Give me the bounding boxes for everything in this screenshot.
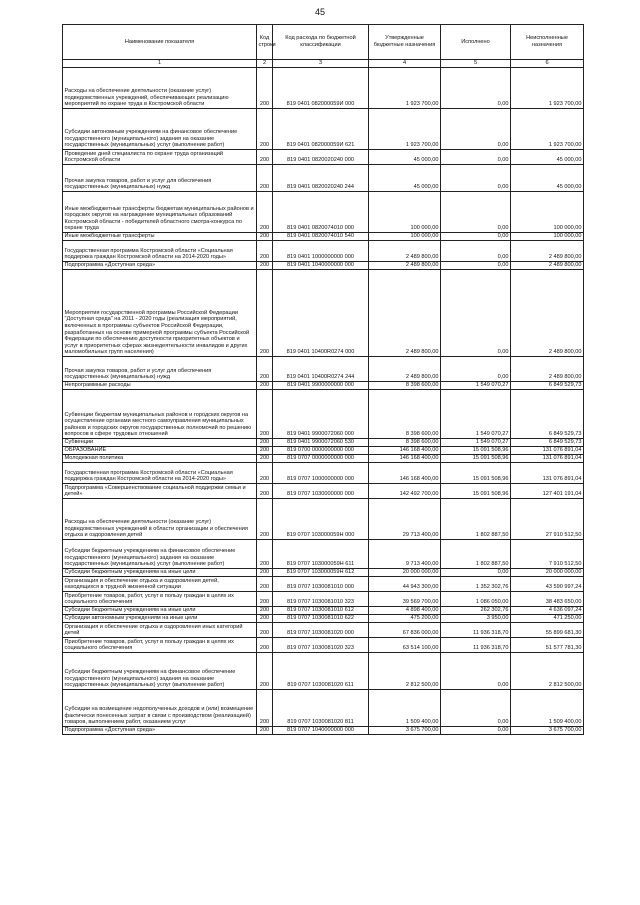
- row-unexecuted: 131 076 891,04: [511, 447, 584, 455]
- header-unexecuted: Неисполненные назначения: [511, 25, 584, 60]
- row-classification: 819 0707 1000000000 000: [273, 463, 369, 484]
- row-name: Приобретение товаров, работ, услуг в пользу граждан в целях их социального обеспечения: [63, 592, 257, 607]
- row-classification: 819 0401 10400R0274 000: [273, 270, 369, 357]
- row-line-code: 200: [257, 463, 273, 484]
- row-approved: 8 398 600,00: [369, 382, 441, 390]
- row-executed: 0,00: [441, 109, 511, 150]
- row-classification: 819 0401 9900072060 000: [273, 390, 369, 439]
- row-unexecuted: 1 923 700,00: [511, 109, 584, 150]
- row-name: Иные межбюджетные трансферты бюджетам муниципальных районов и городских округов на награждение муниципальных образований Костромской области - победителей областного смотра-конкурса по охране труда: [63, 192, 257, 233]
- row-unexecuted: 7 910 512,50: [511, 540, 584, 569]
- row-line-code: 200: [257, 607, 273, 615]
- row-classification: 819 0707 1030081010 612: [273, 607, 369, 615]
- header-classification: Код расхода по бюджетной классификации: [273, 25, 369, 60]
- col-number: 3: [273, 60, 369, 68]
- row-approved: 9 713 400,00: [369, 540, 441, 569]
- table-row: [63, 109, 584, 150]
- row-name: Субвенции: [63, 439, 257, 447]
- row-approved: 2 489 800,00: [369, 241, 441, 262]
- table-row: [63, 727, 584, 735]
- row-classification: 819 0401 0820020240 000: [273, 150, 369, 165]
- row-line-code: 200: [257, 68, 273, 109]
- row-unexecuted: 471 250,00: [511, 615, 584, 623]
- table-row: [63, 165, 584, 192]
- row-approved: 2 489 800,00: [369, 262, 441, 270]
- row-executed: 1 549 070,27: [441, 390, 511, 439]
- row-unexecuted: 27 910 512,50: [511, 499, 584, 540]
- row-executed: 15 091 508,96: [441, 463, 511, 484]
- row-classification: 819 0401 1000000000 000: [273, 241, 369, 262]
- table-row: [63, 653, 584, 690]
- row-line-code: 200: [257, 592, 273, 607]
- row-executed: 1 352 302,76: [441, 577, 511, 592]
- row-executed: 15 091 508,96: [441, 447, 511, 455]
- table-row: [63, 150, 584, 165]
- row-unexecuted: 6 849 529,73: [511, 390, 584, 439]
- table-row: [63, 499, 584, 540]
- row-executed: 11 936 318,70: [441, 638, 511, 653]
- row-unexecuted: 3 675 700,00: [511, 727, 584, 735]
- row-executed: 0,00: [441, 233, 511, 241]
- table-row: [63, 439, 584, 447]
- row-approved: 1 923 700,00: [369, 109, 441, 150]
- row-name: Субсидии автономным учреждениям на иные цели: [63, 615, 257, 623]
- row-executed: 3 950,00: [441, 615, 511, 623]
- table-header-row: [63, 25, 584, 60]
- table-row: [63, 638, 584, 653]
- row-approved: 2 489 800,00: [369, 357, 441, 382]
- row-executed: 11 936 318,70: [441, 623, 511, 638]
- row-executed: 15 091 508,96: [441, 455, 511, 463]
- row-unexecuted: 2 489 800,00: [511, 262, 584, 270]
- row-line-code: 200: [257, 499, 273, 540]
- row-line-code: 200: [257, 540, 273, 569]
- row-approved: 8 398 600,00: [369, 439, 441, 447]
- row-approved: 475 200,00: [369, 615, 441, 623]
- row-unexecuted: 100 000,00: [511, 192, 584, 233]
- row-line-code: 200: [257, 233, 273, 241]
- row-line-code: 200: [257, 262, 273, 270]
- row-executed: 0,00: [441, 192, 511, 233]
- row-name: Субсидии автономным учреждениям на финансовое обеспечение государственного (муниципального) задания на оказание государственных (муниципальных) услуг (выполнение работ): [63, 109, 257, 150]
- row-name: Субсидии на возмещение недополученных доходов и (или) возмещение фактически понесенных затрат в связи с производством (реализацией) товаров, выполнением работ, оказанием услуг: [63, 690, 257, 727]
- row-name: ОБРАЗОВАНИЕ: [63, 447, 257, 455]
- row-approved: 44 943 300,00: [369, 577, 441, 592]
- col-number: 2: [257, 60, 273, 68]
- row-classification: 819 0401 082000059И 000: [273, 68, 369, 109]
- row-approved: 63 514 100,00: [369, 638, 441, 653]
- row-approved: 45 000,00: [369, 150, 441, 165]
- header-approved: Утвержденные бюджетные назначения: [369, 25, 441, 60]
- row-approved: 3 675 700,00: [369, 727, 441, 735]
- table-row: [63, 382, 584, 390]
- row-line-code: 200: [257, 390, 273, 439]
- table-row: [63, 540, 584, 569]
- row-approved: 100 000,00: [369, 192, 441, 233]
- row-name: Подпрограмма «Доступная среда»: [63, 262, 257, 270]
- row-classification: 819 0707 1030081020 611: [273, 653, 369, 690]
- row-unexecuted: 127 401 191,04: [511, 484, 584, 499]
- row-name: Прочая закупка товаров, работ и услуг для обеспечения государственных (муниципальных) нужд: [63, 165, 257, 192]
- row-name: Субсидии бюджетным учреждениям на финансовое обеспечение государственного (муниципального) задания на оказание государственных (муниципальных) услуг (выполнение работ): [63, 540, 257, 569]
- row-executed: 0,00: [441, 150, 511, 165]
- row-approved: 2 812 500,00: [369, 653, 441, 690]
- row-line-code: 200: [257, 690, 273, 727]
- row-executed: 1 549 070,27: [441, 382, 511, 390]
- table-row: [63, 623, 584, 638]
- row-classification: 819 0401 0820020240 244: [273, 165, 369, 192]
- table-row: [63, 607, 584, 615]
- row-line-code: 200: [257, 165, 273, 192]
- row-approved: 45 000,00: [369, 165, 441, 192]
- header-executed: Исполнено: [441, 25, 511, 60]
- row-approved: 1 923 700,00: [369, 68, 441, 109]
- row-executed: 0,00: [441, 270, 511, 357]
- row-line-code: 200: [257, 727, 273, 735]
- row-line-code: 200: [257, 577, 273, 592]
- row-unexecuted: 45 000,00: [511, 165, 584, 192]
- row-executed: 1 086 050,00: [441, 592, 511, 607]
- row-line-code: 200: [257, 270, 273, 357]
- table-row: [63, 447, 584, 455]
- row-name: Субсидии бюджетным учреждениям на иные цели: [63, 569, 257, 577]
- row-executed: 262 302,76: [441, 607, 511, 615]
- row-classification: 819 0707 1030081020 000: [273, 623, 369, 638]
- row-approved: 142 492 700,00: [369, 484, 441, 499]
- row-line-code: 200: [257, 150, 273, 165]
- row-unexecuted: 20 000 000,00: [511, 569, 584, 577]
- table-row: [63, 357, 584, 382]
- row-line-code: 200: [257, 447, 273, 455]
- row-approved: 1 509 400,00: [369, 690, 441, 727]
- row-approved: 67 836 000,00: [369, 623, 441, 638]
- row-classification: 819 0401 9900072060 530: [273, 439, 369, 447]
- row-executed: 1 549 070,27: [441, 439, 511, 447]
- page-number: 45: [314, 7, 325, 17]
- row-line-code: 200: [257, 382, 273, 390]
- row-name: Государственная программа Костромской области «Социальная поддержка граждан Костромской области на 2014-2020 годы»: [63, 241, 257, 262]
- row-classification: 819 0401 10400R0274 244: [273, 357, 369, 382]
- row-unexecuted: 131 076 891,04: [511, 463, 584, 484]
- row-name: Организация и обеспечение отдыха и оздоровления иных категорий детей: [63, 623, 257, 638]
- column-number-row: [63, 60, 584, 68]
- row-line-code: 200: [257, 569, 273, 577]
- row-executed: 0,00: [441, 68, 511, 109]
- row-line-code: 200: [257, 455, 273, 463]
- row-classification: 819 0700 0000000000 000: [273, 447, 369, 455]
- row-unexecuted: 43 590 997,24: [511, 577, 584, 592]
- row-unexecuted: 4 636 097,24: [511, 607, 584, 615]
- row-unexecuted: 131 076 891,04: [511, 455, 584, 463]
- row-unexecuted: 45 000,00: [511, 150, 584, 165]
- table-row: [63, 615, 584, 623]
- row-unexecuted: 6 849 529,73: [511, 382, 584, 390]
- budget-table: [62, 24, 584, 735]
- row-approved: 8 398 600,00: [369, 390, 441, 439]
- row-executed: 1 802 887,50: [441, 540, 511, 569]
- row-approved: 39 569 700,00: [369, 592, 441, 607]
- table-row: [63, 241, 584, 262]
- row-name: Молодежная политика: [63, 455, 257, 463]
- table-row: [63, 592, 584, 607]
- row-unexecuted: 2 489 800,00: [511, 241, 584, 262]
- row-approved: 146 168 400,00: [369, 447, 441, 455]
- table-row: [63, 569, 584, 577]
- row-line-code: 200: [257, 638, 273, 653]
- row-classification: 819 0401 082000059И 621: [273, 109, 369, 150]
- row-name: Прочая закупка товаров, работ и услуг для обеспечения государственных (муниципальных) нужд: [63, 357, 257, 382]
- row-approved: 100 000,00: [369, 233, 441, 241]
- row-line-code: 200: [257, 439, 273, 447]
- row-name: Государственная программа Костромской области «Социальная поддержка граждан Костромской области на 2014-2020 годы»: [63, 463, 257, 484]
- row-name: Подпрограмма «Совершенствование социальной поддержки семьи и детей»: [63, 484, 257, 499]
- row-unexecuted: 2 812 500,00: [511, 653, 584, 690]
- row-line-code: 200: [257, 109, 273, 150]
- row-name: Расходы на обеспечение деятельности (оказание услуг) подведомственных учреждений в области организации и обеспечения отдыха и оздоровления детей: [63, 499, 257, 540]
- row-unexecuted: 2 489 800,00: [511, 270, 584, 357]
- row-name: Субсидии бюджетным учреждениям на иные цели: [63, 607, 257, 615]
- row-approved: 4 898 400,00: [369, 607, 441, 615]
- row-line-code: 200: [257, 192, 273, 233]
- row-executed: 0,00: [441, 727, 511, 735]
- table-body: [63, 68, 584, 735]
- table-row: [63, 577, 584, 592]
- row-classification: 819 0707 1030081010 323: [273, 592, 369, 607]
- row-classification: 819 0707 1030081010 622: [273, 615, 369, 623]
- row-approved: 146 168 400,00: [369, 463, 441, 484]
- row-name: Приобретение товаров, работ, услуг в пользу граждан в целях их социального обеспечения: [63, 638, 257, 653]
- row-executed: 0,00: [441, 241, 511, 262]
- row-classification: 819 0401 9900000000 000: [273, 382, 369, 390]
- header-line-code: Код строки: [257, 25, 273, 60]
- col-number: 4: [369, 60, 441, 68]
- col-number: 5: [441, 60, 511, 68]
- table-row: [63, 390, 584, 439]
- row-unexecuted: 38 483 650,00: [511, 592, 584, 607]
- row-name: Субсидии бюджетным учреждениям на финансовое обеспечение государственного (муниципального) задания на оказание государственных (муниципальных) услуг (выполнение работ): [63, 653, 257, 690]
- row-name: Проведение дней специалиста по охране труда организаций Костромской области: [63, 150, 257, 165]
- header-name: Наименование показателя: [63, 25, 257, 60]
- row-classification: 819 0401 1040000000 000: [273, 262, 369, 270]
- row-unexecuted: 2 489 800,00: [511, 357, 584, 382]
- table-row: [63, 262, 584, 270]
- table-row: [63, 192, 584, 233]
- row-line-code: 200: [257, 615, 273, 623]
- row-name: Иные межбюджетные трансферты: [63, 233, 257, 241]
- row-unexecuted: 6 849 529,73: [511, 439, 584, 447]
- table-row: [63, 233, 584, 241]
- row-executed: 0,00: [441, 357, 511, 382]
- row-unexecuted: 55 899 681,30: [511, 623, 584, 638]
- row-classification: 819 0707 0000000000 000: [273, 455, 369, 463]
- row-classification: 819 0707 1030081020 811: [273, 690, 369, 727]
- row-classification: 819 0707 103000059Н 000: [273, 499, 369, 540]
- row-executed: 0,00: [441, 165, 511, 192]
- row-executed: 0,00: [441, 653, 511, 690]
- row-name: Расходы на обеспечение деятельности (оказание услуг) подведомственных учреждений, обеспечивающих реализацию мероприятий по охране труда в Костромской области: [63, 68, 257, 109]
- row-unexecuted: 100 000,00: [511, 233, 584, 241]
- row-name: Подпрограмма «Доступная среда»: [63, 727, 257, 735]
- row-classification: 819 0707 1030000000 000: [273, 484, 369, 499]
- table-row: [63, 463, 584, 484]
- row-classification: 819 0401 0820074010 000: [273, 192, 369, 233]
- row-classification: 819 0401 0820074010 540: [273, 233, 369, 241]
- table-row: [63, 68, 584, 109]
- row-unexecuted: 1 509 400,00: [511, 690, 584, 727]
- row-executed: 1 802 887,50: [441, 499, 511, 540]
- row-approved: 2 489 800,00: [369, 270, 441, 357]
- row-classification: 819 0707 1030081020 323: [273, 638, 369, 653]
- row-approved: 146 168 400,00: [369, 455, 441, 463]
- table-row: [63, 270, 584, 357]
- row-executed: 0,00: [441, 690, 511, 727]
- row-line-code: 200: [257, 623, 273, 638]
- row-line-code: 200: [257, 357, 273, 382]
- row-line-code: 200: [257, 241, 273, 262]
- row-name: Субвенции бюджетам муниципальных районов и городских округов на осуществление органами местного самоуправления муниципальных районов и городских округов государственных полномочий по решению вопросов в сфере трудовых отношений: [63, 390, 257, 439]
- row-classification: 819 0707 103000059Н 612: [273, 569, 369, 577]
- col-number: 1: [63, 60, 257, 68]
- row-executed: 0,00: [441, 569, 511, 577]
- row-executed: 0,00: [441, 262, 511, 270]
- row-approved: 29 713 400,00: [369, 499, 441, 540]
- row-line-code: 200: [257, 484, 273, 499]
- row-name: Организация и обеспечение отдыха и оздоровления детей, находящихся в трудной жизненной ситуации: [63, 577, 257, 592]
- row-executed: 15 091 508,96: [441, 484, 511, 499]
- row-name: Непрограммные расходы: [63, 382, 257, 390]
- row-name: Мероприятия государственной программы Российской Федерации "Доступная среда" на 2011 - 2020 годы (реализация мероприятий, включенных в программы субъектов Российской Федерации, разработанных на основе примерной программы субъекта Российской Федерации по обеспечению доступности приоритетных объектов и услуг в приоритетных сферах жизнедеятельности инвалидов и других маломобильных групп населения): [63, 270, 257, 357]
- table-row: [63, 455, 584, 463]
- row-unexecuted: 51 577 781,30: [511, 638, 584, 653]
- row-classification: 819 0707 103000059Н 611: [273, 540, 369, 569]
- table-row: [63, 484, 584, 499]
- col-number: 6: [511, 60, 584, 68]
- row-classification: 819 0707 1040000000 000: [273, 727, 369, 735]
- row-line-code: 200: [257, 653, 273, 690]
- table-row: [63, 690, 584, 727]
- row-classification: 819 0707 1030081010 000: [273, 577, 369, 592]
- row-unexecuted: 1 923 700,00: [511, 68, 584, 109]
- row-approved: 20 000 000,00: [369, 569, 441, 577]
